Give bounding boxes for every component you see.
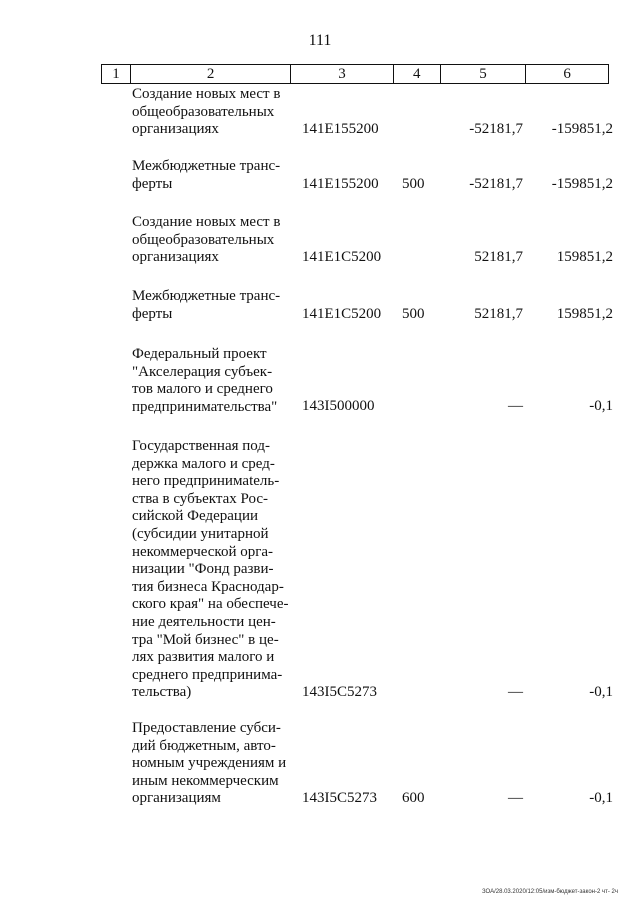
name-line: него предпринимatель- <box>132 473 280 490</box>
name-line: Создание новых мест в <box>132 86 281 102</box>
name-line: Межбюджетные транс- <box>132 158 281 174</box>
name-line: дий бюджетным, авто- <box>132 737 276 754</box>
row-vr: 500 <box>402 176 425 192</box>
row-value-5: -52181,7 <box>469 176 523 192</box>
row-name <box>132 438 290 702</box>
row-value-6: 159851,2 <box>556 249 613 265</box>
row-value-6: -159851,2 <box>551 176 613 192</box>
name-line: ферты <box>132 175 173 192</box>
row-name <box>132 346 290 416</box>
row-name <box>132 86 290 139</box>
row-value-5: — <box>508 790 523 806</box>
row-code: 143I5C5273 <box>302 790 377 806</box>
row-name <box>132 158 290 193</box>
name-line: лях развития малого и <box>132 649 275 666</box>
row-value-5: 52181,7 <box>474 249 523 265</box>
name-line: тельства) <box>132 684 192 701</box>
row-code: 141E1C5200 <box>302 306 382 322</box>
row-value-6: -0,1 <box>589 684 613 700</box>
name-line: ферты <box>132 305 173 322</box>
name-line: организациям <box>132 790 221 807</box>
row-code: 143I5C5273 <box>302 684 377 700</box>
row-value-5: -52181,7 <box>469 121 523 137</box>
name-line: среднего предпринима- <box>132 666 283 683</box>
row-value-5: — <box>508 398 523 414</box>
row-value-6: 159851,2 <box>556 306 613 322</box>
name-line: предпринимательства" <box>132 398 278 415</box>
header-col-5: 5 <box>441 65 527 83</box>
row-vr: 500 <box>402 306 425 322</box>
name-line: некоммерческой орга- <box>132 543 274 560</box>
footer-stamp: ЗОА/28.03.2020/12:05/изм-бюджет-закон-2 чт- 2ч <box>481 889 618 895</box>
name-line: общеобразовательных <box>132 103 275 120</box>
name-line: тра "Мой бизнес" в це- <box>132 631 279 648</box>
name-line: иным некоммерческим <box>132 772 279 789</box>
name-line: сийской Федерации <box>132 508 259 525</box>
header-col-3: 3 <box>291 65 394 83</box>
table-header <box>101 64 609 84</box>
header-col-4: 4 <box>394 65 441 83</box>
name-line: ства в субъектах Рос- <box>132 490 269 507</box>
name-line: организациях <box>132 121 219 138</box>
header-col-2: 2 <box>131 65 291 83</box>
page-number: 111 <box>308 32 332 49</box>
name-line: Федеральный проект <box>132 346 267 362</box>
name-line: ние деятельности цен- <box>132 613 276 630</box>
row-name <box>132 214 290 267</box>
row-vr: 600 <box>402 790 425 806</box>
name-line: Создание новых мест в <box>132 214 281 230</box>
header-col-6: 6 <box>563 66 571 82</box>
name-line: общеобразовательных <box>132 231 275 248</box>
row-code: 141E1C5200 <box>302 249 382 265</box>
row-code: 143I500000 <box>302 398 375 414</box>
row-name <box>132 288 290 323</box>
name-line: тов малого и среднего <box>132 381 273 398</box>
name-line: организациях <box>132 249 219 266</box>
name-line: держка малого и сред- <box>132 455 275 472</box>
name-line: низации "Фонд разви- <box>132 561 274 578</box>
row-code: 141E155200 <box>302 176 379 192</box>
name-line: ского края" на обеспече- <box>132 596 289 613</box>
row-code: 141E155200 <box>302 121 379 137</box>
name-line: Межбюджетные транс- <box>132 288 281 304</box>
row-value-5: — <box>508 684 523 700</box>
row-name <box>132 720 290 808</box>
name-line: номным учреждениям и <box>132 755 287 772</box>
name-line: "Акселерация субъек- <box>132 363 273 380</box>
row-value-6: -0,1 <box>589 790 613 806</box>
row-value-6: -0,1 <box>589 398 613 414</box>
name-line: (субсидии унитарной <box>132 525 269 542</box>
name-line: Государственная под- <box>132 438 270 454</box>
name-line: Предоставление субси- <box>132 720 281 736</box>
name-line: тия бизнеса Краснодар- <box>132 578 284 595</box>
header-col-1: 1 <box>102 65 131 83</box>
row-value-6: -159851,2 <box>551 121 613 137</box>
row-value-5: 52181,7 <box>474 306 523 322</box>
